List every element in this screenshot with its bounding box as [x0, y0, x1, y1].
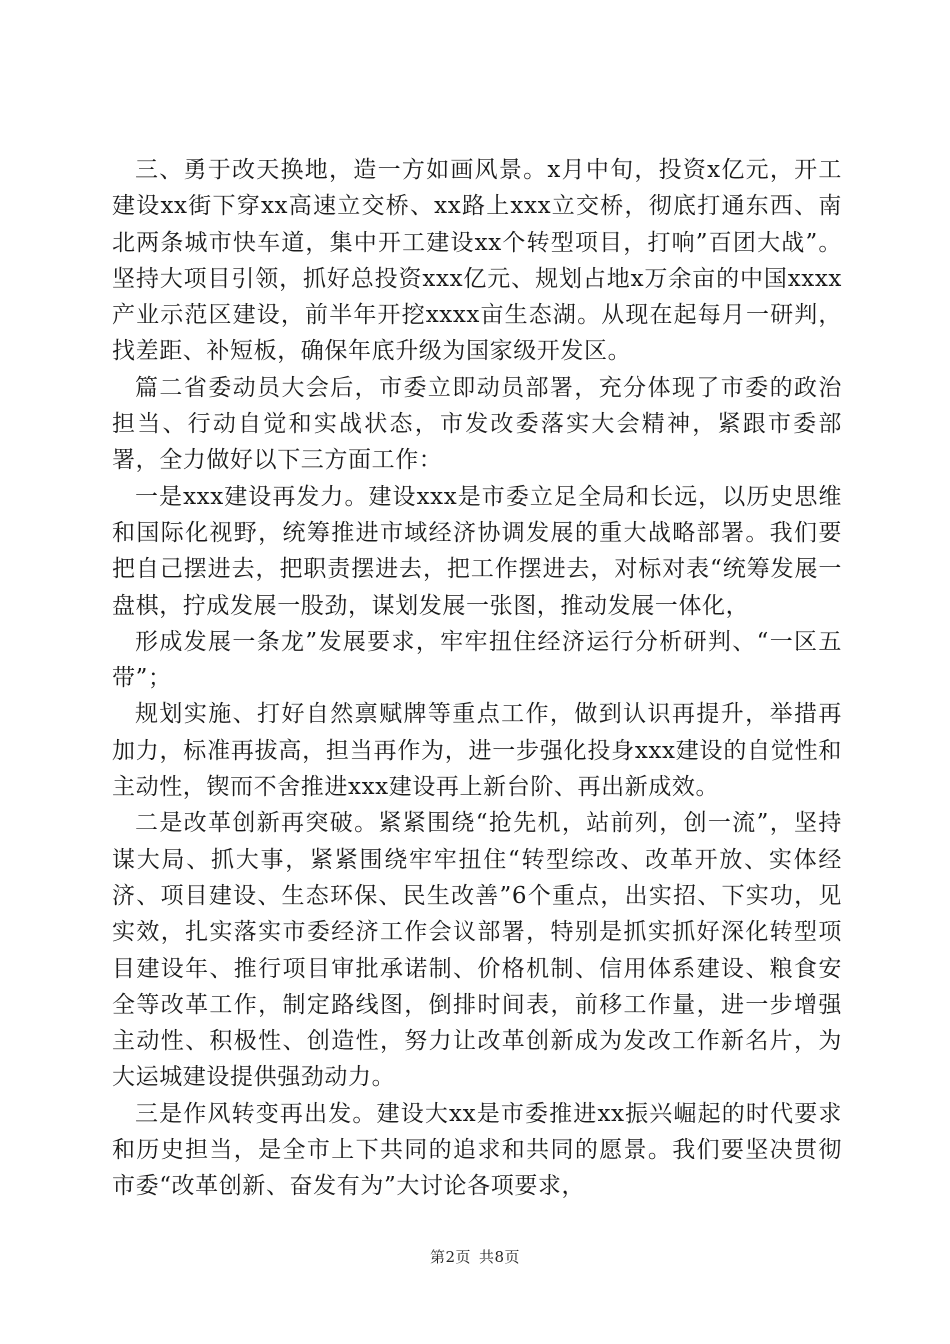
paragraph-5: 规划实施、打好自然禀赋牌等重点工作，做到认识再提升，举措再加力，标准再拔高，担当再作为，进一步强化投身xxx建设的自觉性和主动性，锲而不舍推进xxx建设再上新台阶、再出新成效。: [112, 701, 842, 801]
paragraph-1: 三、勇于改天换地，造一方如画风景。x月中旬，投资x亿元，开工建设xx街下穿xx高速立交桥、xx路上xxx立交桥，彻底打通东西、南北两条城市快车道，集中开工建设xx个转型项目，打响”百团大战”。坚持大项目引领，抓好总投资xxx亿元、规划占地x万余亩的中国xxxx产业示范区建设，前半年开挖xxxx亩生态湖。从现在起每月一研判，找差距、补短板，确保年底升级为国家级开发区。: [112, 157, 842, 365]
paragraph-2: 篇二省委动员大会后，市委立即动员部署，充分体现了市委的政治担当、行动自觉和实战状态，市发改委落实大会精神，紧跟市委部署，全力做好以下三方面工作：: [112, 374, 842, 474]
page-footer: [0, 1247, 950, 1267]
page-number: 第2页: [429, 1248, 471, 1266]
paragraph-7: 三是作风转变再出发。建设大xx是市委推进xx振兴崛起的时代要求和历史担当，是全市上下共同的追求和共同的愿景。我们要坚决贯彻市委“改革创新、奋发有为”大讨论各项要求，: [112, 1100, 842, 1200]
paragraph-6: 二是改革创新再突破。紧紧围绕“抢先机，站前列，创一流”，坚持谋大局、抓大事，紧紧围绕牢牢扭住“转型综改、改革开放、实体经济、项目建设、生态环保、民生改善”6个重点，出实招、下实功，见实效，扎实落实市委经济工作会议部署，特别是抓实抓好深化转型项目建设年、推行项目审批承诺制、价格机制、信用体系建设、粮食安全等改革工作，制定路线图，倒排时间表，前移工作量，进一步增强主动性、积极性、创造性，努力让改革创新成为发改工作新名片，为大运城建设提供强劲动力。: [112, 810, 842, 1091]
paragraph-4: 形成发展一条龙”发展要求，牢牢扭住经济运行分析研判、“一区五带”；: [112, 628, 842, 692]
page-total: 共8页: [479, 1248, 521, 1266]
paragraph-3: 一是xxx建设再发力。建设xxx是市委立足全局和长远，以历史思维和国际化视野，统筹推进市域经济协调发展的重大战略部署。我们要把自己摆进去，把职责摆进去，把工作摆进去，对标对表“统筹发展一盘棋，拧成发展一股劲，谋划发展一张图，推动发展一体化，: [112, 483, 842, 619]
document-body: [112, 152, 842, 1205]
